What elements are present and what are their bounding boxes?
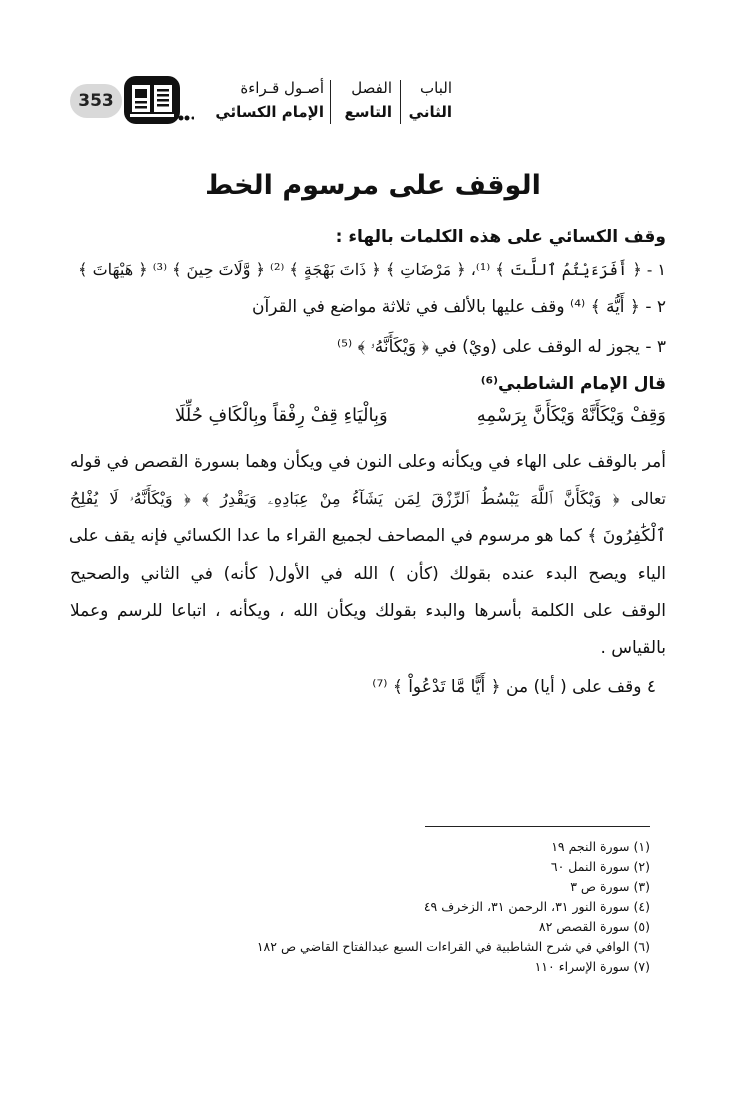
paragraph-line: بالقياس . xyxy=(600,638,666,658)
verse-hemistich-right: وَقِفْ وَيْكَأَنَّهْ وَيْكَأَنَّ بِرَسْمِهِ xyxy=(476,405,666,426)
list-item xyxy=(70,672,656,702)
paragraph-line: الياء ويصح البدء عنده بقولك (كأن ) الله في الأول( كأنه) في الثاني والصحيح xyxy=(70,564,666,584)
page-number: 353 xyxy=(70,84,122,118)
header-divider xyxy=(400,80,401,124)
footnote: (٥) سورة القصص ٨٢ xyxy=(538,919,650,934)
dots-icon xyxy=(178,114,194,122)
page-header xyxy=(70,70,682,132)
fasl-value: التاسع xyxy=(344,103,392,121)
footnote-divider xyxy=(425,826,650,827)
item-number: ٢ - xyxy=(645,297,666,317)
item-text: ﴿ أَفَرَءَيْتُمُ ٱللَّتَ ﴾ ⁽¹⁾، ﴿ مَرْضَاتِ ﴾ ﴿ ذَاتَ بَهْجَةٍ ﴾ ⁽²⁾ ﴿ وَّلَاتَ حِينَ ﴾ ⁽³⁾ ﴿ هَيْهَاتَ ﴾ xyxy=(78,260,642,279)
item-number: ٣ - xyxy=(645,337,666,357)
bab-label: الباب xyxy=(420,79,452,97)
item-text: يجوز له الوقف على (ويْ) في ﴿ وَيْكَأَنَّهُۥ ﴾ ⁽⁵⁾ xyxy=(336,337,640,357)
intro-heading: وقف الكسائي على هذه الكلمات بالهاء : xyxy=(335,227,666,247)
footnote: (١) سورة النجم ١٩ xyxy=(551,839,650,854)
footnote: (٦) الوافي في شرح الشاطبية في القراءات السبع عبدالفتاح القاضي ص ١٨٢ xyxy=(256,939,650,954)
book-title-line2: الإمام الكسائي xyxy=(215,103,324,121)
item-text: ﴿ أَيُّهَ ﴾ ⁽⁴⁾ وقف عليها بالألف في ثلاثة مواضع في القرآن xyxy=(252,297,640,317)
footnote: (٣) سورة ص ٣ xyxy=(570,879,650,894)
footnote: (٢) سورة النمل ٦٠ xyxy=(550,859,650,874)
item-number: ١ - xyxy=(646,260,666,279)
bab-value: الثاني xyxy=(408,103,452,121)
paragraph-line: أمر بالوقف على الهاء في ويكأنه وعلى النون في ويكأن وهما بسورة القصص في قوله xyxy=(70,452,666,472)
item-text: وقف على ( أيا) من ﴿ أَيًّا مَّا تَدْعُواْ ﴾ ⁽⁷⁾ xyxy=(372,677,642,697)
paragraph-line: ٱلْكَٰفِرُونَ ﴾ كما هو مرسوم في المصاحف لجميع القراء ما عدا الكسائي فإنه يقف على xyxy=(68,526,666,546)
section-block xyxy=(406,76,452,124)
header-divider xyxy=(330,80,331,124)
book-title-block xyxy=(196,76,324,124)
paragraph-line: الوقف على الكلمة بأسرها والبدء بقولك ويكأن الله ، ويكأنه ، اتباعا للرسم وعملا xyxy=(70,601,666,621)
verse-hemistich-left: وَبِالْيَاءِ قِفْ رِفْقاً وبِالْكَافِ حُلِّلَا xyxy=(175,405,388,426)
fasl-label: الفصل xyxy=(351,79,392,97)
footnote: (٧) سورة الإسراء ١١٠ xyxy=(534,959,650,974)
shatibi-heading: قال الإمام الشاطبي⁽⁶⁾ xyxy=(480,374,666,394)
item-number: ٤ xyxy=(646,677,656,697)
list-item xyxy=(70,292,666,322)
list-item xyxy=(70,255,666,285)
footnote: (٤) سورة النور ٣١، الرحمن ٣١، الزخرف ٤٩ xyxy=(423,899,650,914)
list-item xyxy=(70,332,666,362)
book-title-line1: أصـول قـراءة xyxy=(240,79,324,97)
paragraph-line: تعالى ﴿ وَيْكَأَنَّ ٱللَّهَ يَبْسُطُ ٱلرِّزْقَ لِمَن يَشَآءُ مِنْ عِبَادِهِۦ وَيَقْدِرُ ﴾ ﴿ وَيْكَأَنَّهُۥ لَا يُفْلِحُ xyxy=(70,489,666,508)
chapter-block xyxy=(336,76,392,124)
page-title: الوقف على مرسوم الخط xyxy=(205,170,541,201)
book-icon xyxy=(122,74,182,126)
